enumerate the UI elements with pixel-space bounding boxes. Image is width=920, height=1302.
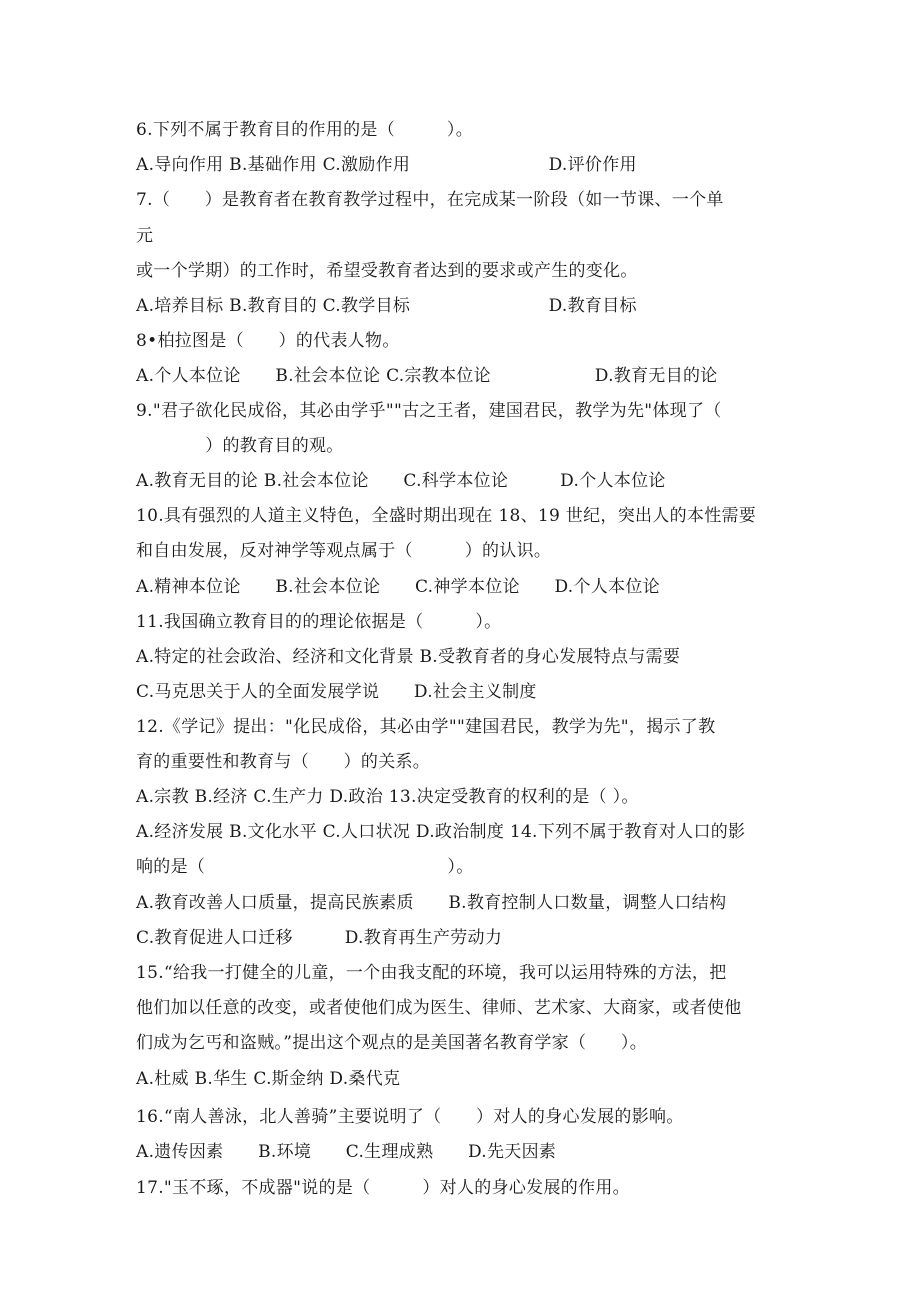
question-10: 10.具有强烈的人道主义特色，全盛时期出现在 18、19 世纪，突出人的本性需要 (136, 506, 757, 526)
question-14-cont: 响的是（ ）。 (136, 857, 474, 877)
question-11: 11.我国确立教育目的的理论依据是（ ）。 (136, 612, 502, 632)
question-16: 16.“南人善泳，北人善骑”主要说明了（ ）对人的身心发展的影响。 (136, 1107, 684, 1127)
question-14-options: C.教育促进人口迁移 D.教育再生产劳动力 (136, 928, 503, 948)
question-6-options: A.导向作用 B.基础作用 C.激励作用 D.评价作用 (136, 155, 637, 175)
question-12-options: A.宗教 B.经济 C.生产力 D.政治 13.决定受教育的权利的是（ ）。 (136, 787, 639, 807)
question-15: 15.“给我一打健全的儿童，一个由我支配的环境，我可以运用特殊的方法，把 (136, 963, 727, 983)
question-11-options: A.特定的社会政治、经济和文化背景 B.受教育者的身心发展特点与需要 (136, 647, 681, 667)
question-12: 12.《学记》提出："化民成俗，其必由学""建国君民，教学为先"，揭示了教 (136, 717, 716, 737)
question-16-options: A.遗传因素 B.环境 C.生理成熟 D.先天因素 (136, 1142, 557, 1162)
question-11-options: C.马克思关于人的全面发展学说 D.社会主义制度 (136, 682, 537, 702)
question-7-cont: 或一个学期）的工作时，希望受教育者达到的要求或产生的变化。 (136, 261, 638, 281)
question-8: 8•柏拉图是（ ）的代表人物。 (136, 331, 400, 351)
question-6: 6.下列不属于教育目的作用的是（ ）。 (136, 120, 474, 140)
question-9-cont: ）的教育目的观。 (136, 436, 344, 456)
question-7: 7.（ ）是教育者在教育教学过程中，在完成某一阶段（如一节课、一个单 (136, 190, 724, 210)
question-7-options: A.培养目标 B.教育目的 C.教学目标 D.教育目标 (136, 296, 637, 316)
question-13-options: A.经济发展 B.文化水平 C.人口状况 D.政治制度 14.下列不属于教育对人口的影 (136, 822, 746, 842)
question-15-options: A.杜威 B.华生 C.斯金纳 D.桑代克 (136, 1069, 401, 1089)
question-8-options: A.个人本位论 B.社会本位论 C.宗教本位论 D.教育无目的论 (136, 366, 718, 386)
question-12-cont: 育的重要性和教育与（ ）的关系。 (136, 752, 431, 772)
question-9: 9."君子欲化民成俗，其必由学乎""古之王者，建国君民，教学为先"体现了（ (136, 401, 722, 421)
question-7-cont: 元 (136, 226, 154, 246)
question-10-cont: 和自由发展，反对神学等观点属于（ ）的认识。 (136, 541, 552, 561)
question-9-options: A.教育无目的论 B.社会本位论 C.科学本位论 D.个人本位论 (136, 471, 666, 491)
question-10-options: A.精神本位论 B.社会本位论 C.神学本位论 D.个人本位论 (136, 577, 661, 597)
question-15-cont: 们成为乞丐和盗贼。”提出这个观点的是美国著名教育学家（ ）。 (136, 1033, 647, 1053)
question-15-cont: 他们加以任意的改变，或者使他们成为医生、律师、艺术家、大商家，或者使他 (136, 998, 742, 1018)
question-14-options: A.教育改善人口质量，提高民族素质 B.教育控制人口数量，调整人口结构 (136, 893, 727, 913)
question-17: 17."玉不琢，不成器"说的是（ ）对人的身心发展的作用。 (136, 1178, 630, 1198)
